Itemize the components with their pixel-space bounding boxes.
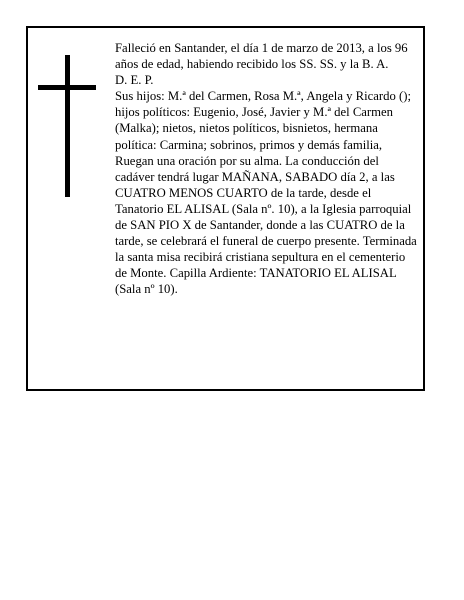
funeral-details: Ruegan una oración por su alma. La conducción del cadáver tendrá lugar MAÑANA, SABADO día 2, a las CUATRO MENOS CUARTO de la tarde, desde el Tanatorio EL ALISAL (Sala nº. 10), a la Iglesia parroquial de SAN PIO X de Santander, donde a las CUATRO de la tarde, se celebrará el funeral de cuerpo presente. Terminada la santa misa recibirá cristiana sepultura en el cementerio de Monte. Capilla Ardiente: TANATORIO EL ALISAL (Sala nº 10). <box>115 153 417 297</box>
cross-horizontal-bar <box>38 85 96 90</box>
death-announcement: Falleció en Santander, el día 1 de marzo de 2013, a los 96 años de edad, habiendo recibido los SS. SS. y la B. A. <box>115 41 408 72</box>
obituary-notice <box>26 26 425 391</box>
obituary-text <box>115 40 420 298</box>
family-list: Sus hijos: M.ª del Carmen, Rosa M.ª, Angela y Ricardo (); hijos políticos: Eugenio, José, Javier y M.ª del Carmen (Malka); nietos, nietos políticos, bisnietos, hermana política: Carmina; sobrinos, primos y demás familia, <box>115 89 411 152</box>
cross-vertical-bar <box>65 55 70 197</box>
cross-icon <box>38 55 96 197</box>
rest-in-peace: D. E. P. <box>115 73 154 88</box>
